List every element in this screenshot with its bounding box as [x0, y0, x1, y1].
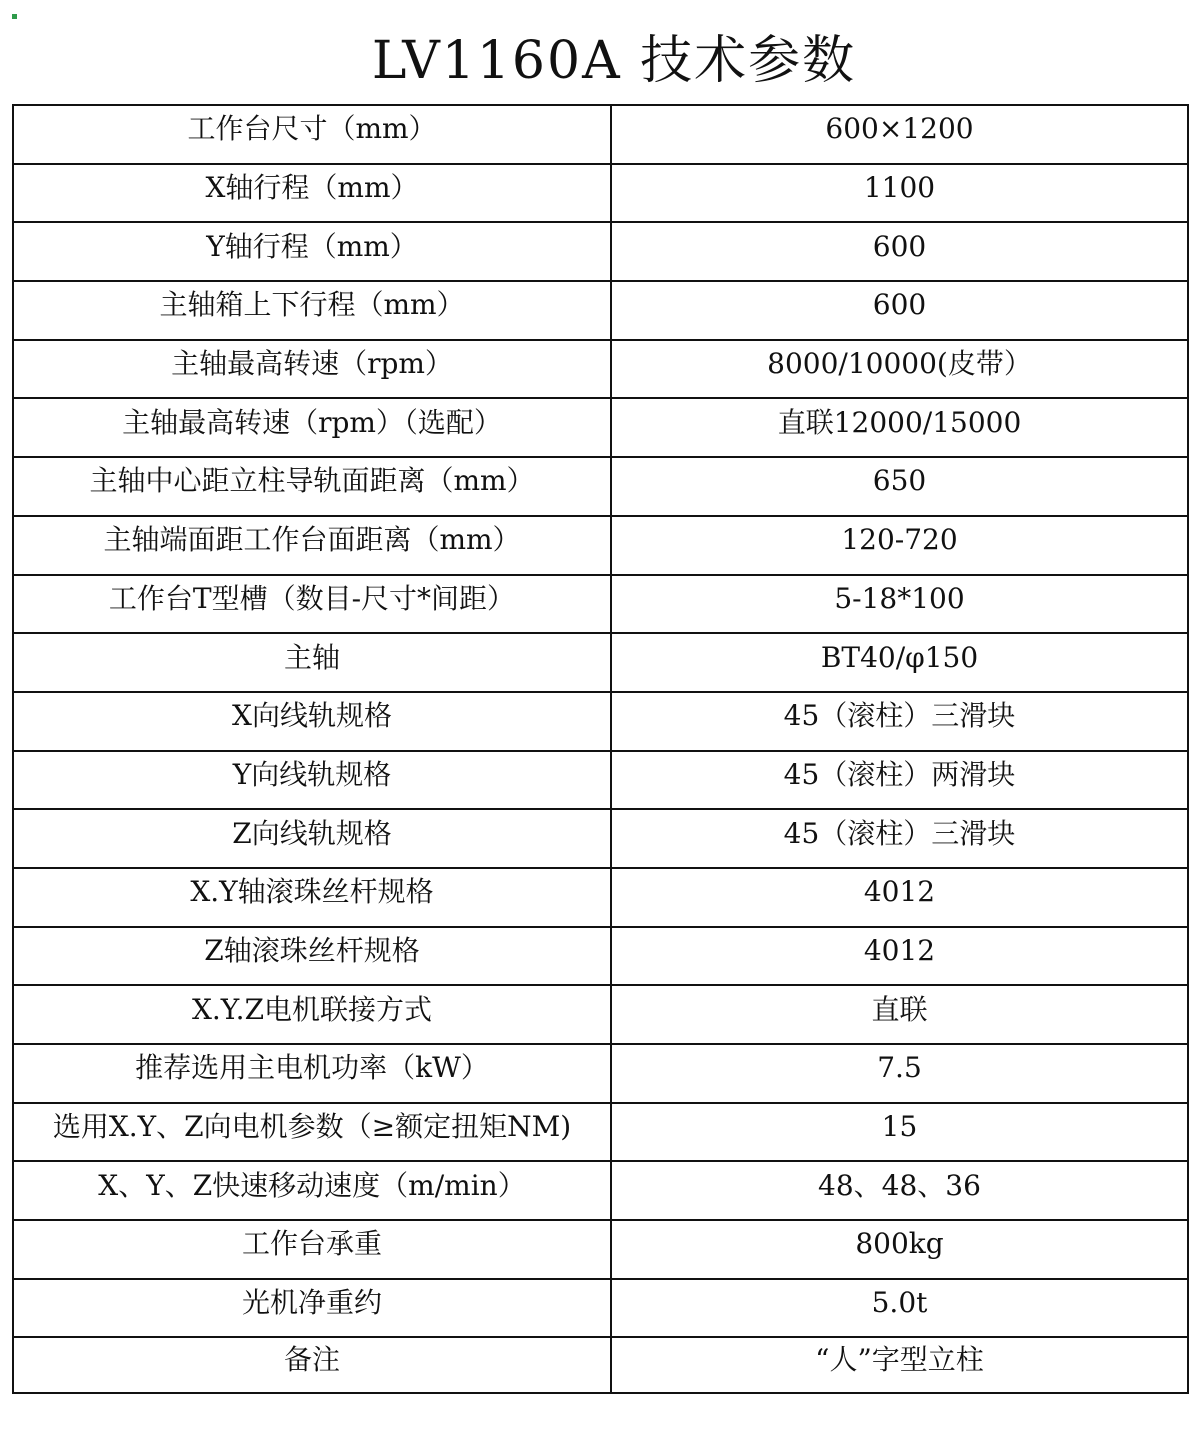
param-value: 48、48、36 [818, 1168, 981, 1202]
param-label: X.Y轴滚珠丝杆规格 [190, 875, 434, 909]
table-row [13, 222, 1188, 281]
param-value: 1100 [863, 171, 936, 205]
param-cell [13, 575, 611, 634]
param-label: X向线轨规格 [232, 699, 392, 733]
param-label: 主轴箱上下行程（mm） [159, 288, 465, 322]
param-cell [13, 809, 611, 868]
param-label: 光机净重约 [241, 1286, 382, 1320]
value-cell [611, 868, 1188, 927]
table-row [13, 1044, 1188, 1103]
param-label: Z向线轨规格 [232, 816, 392, 850]
value-cell [611, 398, 1188, 457]
param-label: 推荐选用主电机功率（kW） [135, 1051, 489, 1085]
param-value: BT40/φ150 [820, 640, 979, 674]
value-cell [611, 692, 1188, 751]
param-label: 工作台承重 [241, 1227, 382, 1261]
table-row [13, 105, 1188, 164]
value-cell [611, 281, 1188, 340]
value-cell [611, 164, 1188, 223]
table-row [13, 398, 1188, 457]
param-cell [13, 985, 611, 1044]
param-label: 主轴最高转速（rpm） [171, 347, 453, 381]
param-label: Y向线轨规格 [232, 757, 392, 791]
param-label: X、Y、Z快速移动速度（m/min） [98, 1168, 526, 1202]
table-row [13, 1337, 1188, 1393]
param-value: 120-720 [841, 523, 958, 557]
value-cell [611, 633, 1188, 692]
param-value: 45（滚柱）三滑块 [783, 816, 1016, 850]
table-row [13, 281, 1188, 340]
page-title: LV1160A 技术参数 [371, 31, 857, 91]
param-cell [13, 1044, 611, 1103]
param-value: 直联12000/15000 [777, 405, 1022, 439]
param-value: 直联 [871, 992, 928, 1026]
param-cell [13, 281, 611, 340]
param-label: Z轴滚珠丝杆规格 [204, 933, 420, 967]
param-label: 备注 [283, 1343, 340, 1377]
value-cell [611, 751, 1188, 810]
table-row [13, 340, 1188, 399]
param-cell [13, 927, 611, 986]
value-cell [611, 1044, 1188, 1103]
table-row [13, 516, 1188, 575]
param-cell [13, 633, 611, 692]
table-row [13, 575, 1188, 634]
param-value: 5-18*100 [834, 581, 965, 615]
value-cell [611, 516, 1188, 575]
param-cell [13, 1279, 611, 1338]
param-value: 45（滚柱）三滑块 [783, 699, 1016, 733]
param-value: 600 [872, 229, 927, 263]
value-cell [611, 985, 1188, 1044]
value-cell [611, 105, 1188, 164]
param-value: 4012 [863, 875, 936, 909]
param-value: 15 [881, 1110, 918, 1144]
param-value: 45（滚柱）两滑块 [783, 757, 1016, 791]
value-cell [611, 1161, 1188, 1220]
param-cell [13, 340, 611, 399]
param-value: “人”字型立柱 [815, 1343, 984, 1377]
value-cell [611, 1220, 1188, 1279]
param-value: 600×1200 [825, 112, 974, 146]
table-row [13, 457, 1188, 516]
param-cell [13, 868, 611, 927]
table-row [13, 809, 1188, 868]
param-value: 650 [872, 464, 927, 498]
value-cell [611, 1103, 1188, 1162]
param-cell [13, 457, 611, 516]
param-cell [13, 222, 611, 281]
table-row [13, 1103, 1188, 1162]
param-value: 5.0t [871, 1286, 928, 1320]
param-value: 4012 [863, 933, 936, 967]
value-cell [611, 809, 1188, 868]
value-cell [611, 927, 1188, 986]
table-row [13, 985, 1188, 1044]
value-cell [611, 1279, 1188, 1338]
param-label: 主轴最高转速（rpm）（选配） [122, 405, 502, 439]
param-cell [13, 751, 611, 810]
param-label: 选用X.Y、Z向电机参数（≥额定扭矩NM) [52, 1110, 572, 1144]
table-row [13, 1220, 1188, 1279]
param-cell [13, 1220, 611, 1279]
table-row [13, 164, 1188, 223]
table-row [13, 927, 1188, 986]
value-cell [611, 457, 1188, 516]
table-row [13, 1161, 1188, 1220]
table-row [13, 751, 1188, 810]
table-row [13, 633, 1188, 692]
table-row [13, 868, 1188, 927]
param-cell [13, 1337, 611, 1393]
value-cell [611, 1337, 1188, 1393]
param-value: 8000/10000(皮带） [767, 347, 1032, 381]
table-row [13, 1279, 1188, 1338]
param-cell [13, 105, 611, 164]
param-label: 工作台T型槽（数目-尺寸*间距） [108, 581, 516, 615]
param-label: 主轴端面距工作台面距离（mm） [103, 523, 521, 557]
param-label: Y轴行程（mm） [206, 229, 418, 263]
spec-table [12, 104, 1189, 1394]
param-cell [13, 164, 611, 223]
param-label: 主轴 [283, 640, 340, 674]
param-cell [13, 398, 611, 457]
table-row [13, 692, 1188, 751]
param-cell [13, 516, 611, 575]
param-label: 工作台尺寸（mm） [187, 112, 437, 146]
param-cell [13, 1161, 611, 1220]
value-cell [611, 222, 1188, 281]
param-value: 800kg [855, 1227, 944, 1261]
param-value: 7.5 [877, 1051, 922, 1085]
param-value: 600 [872, 288, 927, 322]
value-cell [611, 340, 1188, 399]
param-label: X.Y.Z电机联接方式 [191, 992, 433, 1026]
param-label: X轴行程（mm） [205, 171, 419, 205]
param-label: 主轴中心距立柱导轨面距离（mm） [89, 464, 535, 498]
corner-mark [12, 14, 17, 19]
param-cell [13, 1103, 611, 1162]
param-cell [13, 692, 611, 751]
value-cell [611, 575, 1188, 634]
